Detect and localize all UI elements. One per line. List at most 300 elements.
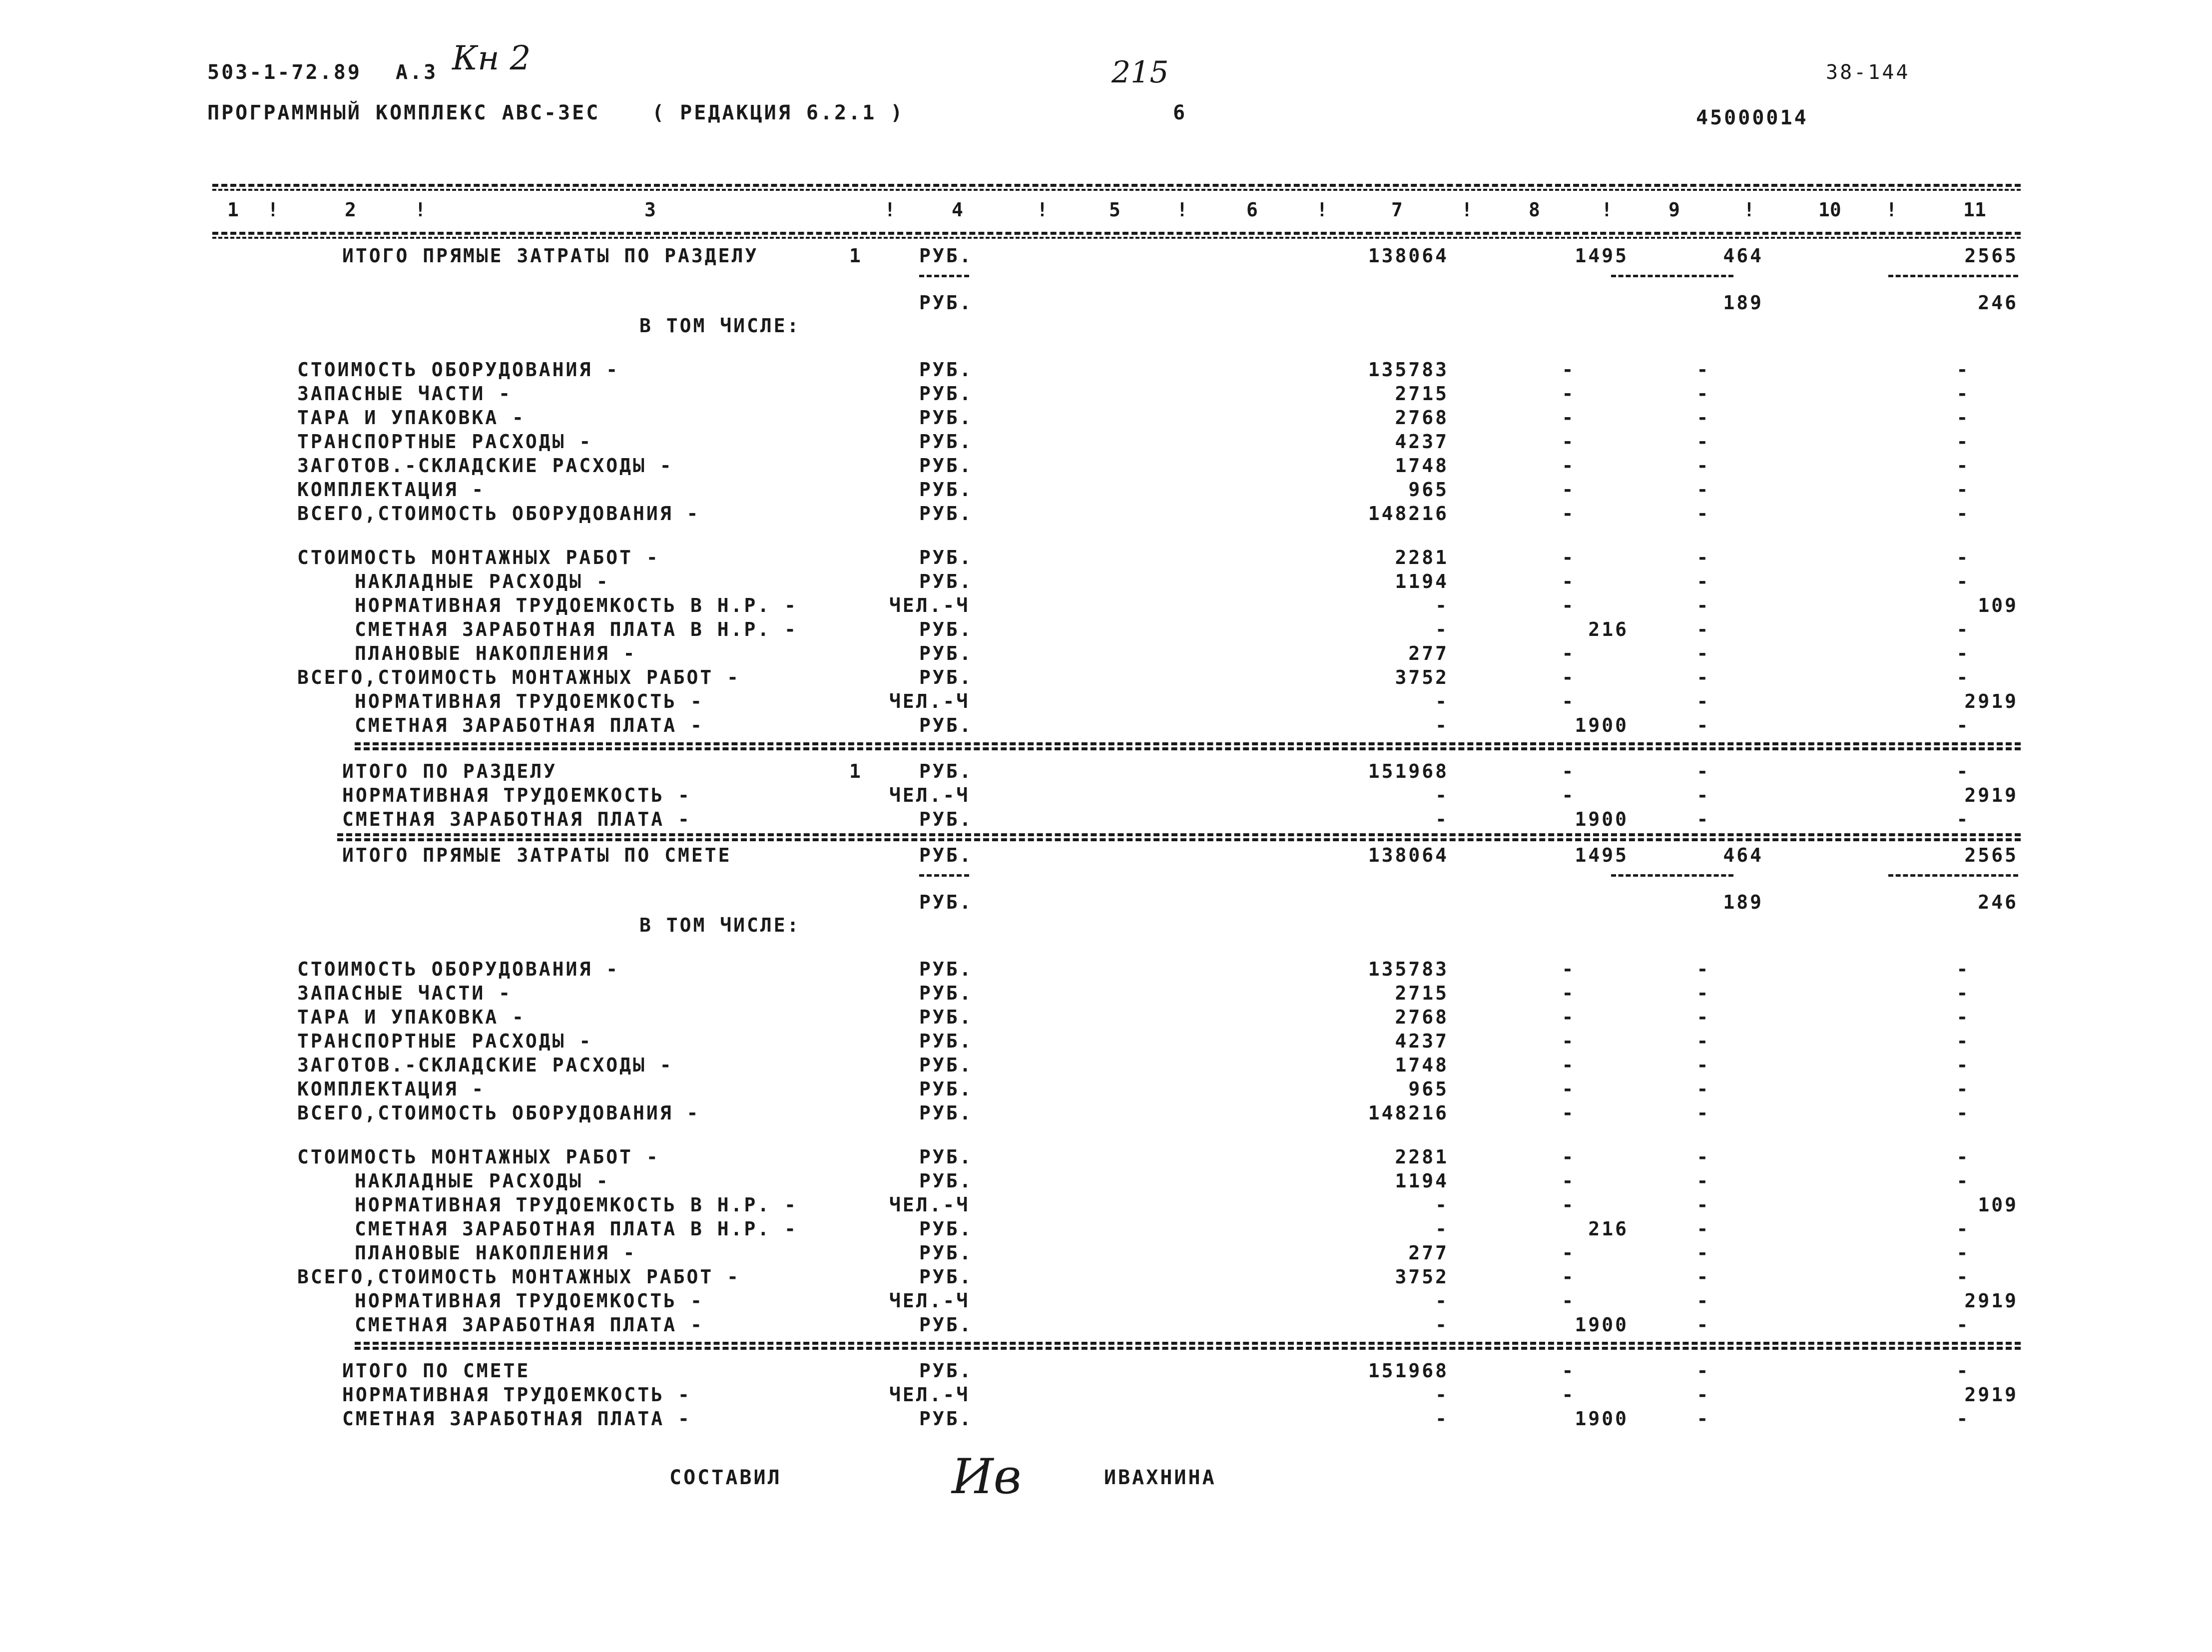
compiler-name: ИВАХНИНА <box>1104 1466 1216 1489</box>
row-label: НАКЛАДНЫЕ РАСХОДЫ - <box>355 1170 610 1192</box>
table-row <box>0 844 2212 868</box>
table-row <box>0 359 2212 383</box>
value-col-11: - <box>1956 1408 1970 1430</box>
value-col-7: 2281 <box>1395 547 1449 568</box>
unit-cell: РУБ. <box>919 844 973 866</box>
value-col-7: 1194 <box>1395 570 1449 592</box>
value-col-7: - <box>1435 714 1449 736</box>
value-col-9: - <box>1696 1360 1710 1382</box>
value-col-9: - <box>1696 1290 1710 1312</box>
value-col-8: - <box>1562 784 1576 806</box>
value-col-8: 1495 <box>1575 245 1629 267</box>
row-label: НОРМАТИВНАЯ ТРУДОЕМКОСТЬ - <box>342 784 691 806</box>
unit-cell: РУБ. <box>919 1242 973 1264</box>
value-col-11: - <box>1956 1078 1970 1100</box>
value-col-11: 2919 <box>1964 1384 2018 1406</box>
row-label: ПЛАНОВЫЕ НАКОПЛЕНИЯ - <box>355 1242 637 1264</box>
header-top-rule-2 <box>212 189 2021 191</box>
unit-cell: РУБ. <box>919 1006 973 1028</box>
unit-cell: РУБ. <box>919 1266 973 1288</box>
value-col-7: 2715 <box>1395 383 1449 405</box>
unit-cell: РУБ. <box>919 455 973 477</box>
value-col-8: - <box>1562 431 1576 453</box>
value-col-8: - <box>1562 1030 1576 1052</box>
value-col-11: 2919 <box>1964 784 2018 806</box>
value-col-11: - <box>1956 1030 1970 1052</box>
table-row <box>0 1384 2212 1408</box>
unit-cell: РУБ. <box>919 547 973 568</box>
column-number: 5 <box>1109 199 1120 221</box>
value-col-8: - <box>1562 594 1576 616</box>
unit-cell: РУБ. <box>919 666 973 688</box>
value-col-8: - <box>1562 359 1576 381</box>
value-col-8: - <box>1562 1078 1576 1100</box>
value-col-9: - <box>1696 407 1710 429</box>
column-separator: ! <box>1316 199 1328 221</box>
row-label: ТРАНСПОРТНЫЕ РАСХОДЫ - <box>297 1030 593 1052</box>
unit-cell: РУБ. <box>919 1360 973 1382</box>
value-col-7: 2768 <box>1395 407 1449 429</box>
value-col-8: - <box>1562 1146 1576 1168</box>
unit-cell: ЧЕЛ.-Ч <box>889 784 970 806</box>
value-col-7: 1194 <box>1395 1170 1449 1192</box>
column-number: 8 <box>1529 199 1540 221</box>
column-number: 4 <box>952 199 963 221</box>
unit-cell: РУБ. <box>919 982 973 1004</box>
value-col-8: - <box>1562 1006 1576 1028</box>
table-row <box>0 503 2212 527</box>
value-col-8: - <box>1562 1054 1576 1076</box>
value-col-7: - <box>1435 690 1449 712</box>
unit-cell: РУБ. <box>919 1146 973 1168</box>
unit-cell: РУБ. <box>919 292 973 314</box>
value-col-9: - <box>1696 503 1710 525</box>
table-row <box>0 1242 2212 1266</box>
row-label: ВСЕГО,СТОИМОСТЬ МОНТАЖНЫХ РАБОТ - <box>297 1266 740 1288</box>
section-total-rule-2 <box>337 838 2021 841</box>
section-subtotal-rule <box>355 742 2021 745</box>
value-col-7: 277 <box>1408 1242 1449 1264</box>
book-number: Кн 2 <box>452 39 531 77</box>
table-row <box>0 1170 2212 1194</box>
table-row <box>0 1102 2212 1126</box>
header-top-rule <box>212 184 2021 187</box>
value-col-9: 189 <box>1723 292 1763 314</box>
table-row <box>0 982 2212 1006</box>
table-row <box>0 714 2212 738</box>
value-col-11: 246 <box>1978 292 2018 314</box>
value-col-8: - <box>1562 455 1576 477</box>
col9-underline <box>1611 874 1733 877</box>
unit-cell: РУБ. <box>919 760 973 782</box>
table-row <box>0 455 2212 479</box>
value-col-9: - <box>1696 1266 1710 1288</box>
value-col-7: 3752 <box>1395 1266 1449 1288</box>
value-col-11: 2919 <box>1964 690 2018 712</box>
value-col-7: 135783 <box>1368 359 1449 381</box>
row-label: СМЕТНАЯ ЗАРАБОТНАЯ ПЛАТА В Н.Р. - <box>355 618 798 640</box>
table-row <box>0 1006 2212 1030</box>
table-row <box>0 808 2212 832</box>
unit-cell: РУБ. <box>919 479 973 501</box>
value-col-8: - <box>1562 958 1576 980</box>
table-row <box>0 1194 2212 1218</box>
value-col-9: - <box>1696 1242 1710 1264</box>
value-col-11: - <box>1956 714 1970 736</box>
value-col-7: - <box>1435 784 1449 806</box>
unit-cell: ЧЕЛ.-Ч <box>889 690 970 712</box>
handwritten-page-number: 215 <box>1111 55 1169 90</box>
row-label: КОМПЛЕКТАЦИЯ - <box>297 1078 486 1100</box>
row-label: СТОИМОСТЬ ОБОРУДОВАНИЯ - <box>297 359 620 381</box>
value-col-8: - <box>1562 1194 1576 1216</box>
column-number: 2 <box>345 199 356 221</box>
row-label: НАКЛАДНЫЕ РАСХОДЫ - <box>355 570 610 592</box>
column-number: 3 <box>644 199 656 221</box>
value-col-7: - <box>1435 618 1449 640</box>
unit-cell: РУБ. <box>919 503 973 525</box>
value-col-9: - <box>1696 1408 1710 1430</box>
row-label: КОМПЛЕКТАЦИЯ - <box>297 479 486 501</box>
table-row <box>0 690 2212 714</box>
value-col-11: - <box>1956 359 1970 381</box>
value-col-8: - <box>1562 407 1576 429</box>
value-col-11: 2565 <box>1964 844 2018 866</box>
column-number: 10 <box>1818 199 1841 221</box>
unit-cell: РУБ. <box>919 1314 973 1336</box>
row-label: ИТОГО ПО СМЕТЕ <box>342 1360 531 1382</box>
value-col-8: - <box>1562 690 1576 712</box>
value-col-7: 2715 <box>1395 982 1449 1004</box>
value-col-11: - <box>1956 982 1970 1004</box>
value-col-7: 4237 <box>1395 431 1449 453</box>
value-col-8: - <box>1562 760 1576 782</box>
signature: Ив <box>952 1449 1022 1505</box>
value-col-9: - <box>1696 431 1710 453</box>
column-separator: ! <box>1886 199 1897 221</box>
column-separator: ! <box>884 199 896 221</box>
header-bottom-rule <box>212 232 2021 235</box>
section-subtotal-rule-2 <box>355 747 2021 750</box>
estimate-subtotal-rule <box>355 1342 2021 1345</box>
value-col-8: - <box>1562 1290 1576 1312</box>
value-col-8: 1900 <box>1575 1314 1629 1336</box>
unit-cell: РУБ. <box>919 1170 973 1192</box>
value-col-11: - <box>1956 666 1970 688</box>
value-col-8: - <box>1562 479 1576 501</box>
value-col-9: - <box>1696 714 1710 736</box>
value-col-11: 2565 <box>1964 245 2018 267</box>
value-col-7: 965 <box>1408 1078 1449 1100</box>
unit-cell: РУБ. <box>919 570 973 592</box>
unit-cell: РУБ. <box>919 431 973 453</box>
unit-cell: РУБ. <box>919 642 973 664</box>
unit-underline <box>919 874 969 877</box>
value-col-7: 151968 <box>1368 760 1449 782</box>
value-col-7: 2768 <box>1395 1006 1449 1028</box>
header-bottom-rule-2 <box>212 237 2021 239</box>
value-col-8: - <box>1562 1266 1576 1288</box>
column-number: 9 <box>1668 199 1680 221</box>
value-col-8: - <box>1562 547 1576 568</box>
value-col-7: - <box>1435 1290 1449 1312</box>
row-label: ТАРА И УПАКОВКА - <box>297 407 526 429</box>
table-row <box>0 1078 2212 1102</box>
value-col-8: - <box>1562 982 1576 1004</box>
value-col-9: - <box>1696 1078 1710 1100</box>
row-label: СМЕТНАЯ ЗАРАБОТНАЯ ПЛАТА - <box>355 1314 704 1336</box>
value-col-9: 464 <box>1723 245 1763 267</box>
value-col-11: - <box>1956 1170 1970 1192</box>
row-label: НОРМАТИВНАЯ ТРУДОЕМКОСТЬ В Н.Р. - <box>355 594 798 616</box>
table-row <box>0 407 2212 431</box>
table-row <box>0 431 2212 455</box>
value-col-8: - <box>1562 666 1576 688</box>
table-row <box>0 1266 2212 1290</box>
page-number: 6 <box>1173 101 1187 124</box>
table-row <box>0 570 2212 594</box>
value-col-11: - <box>1956 618 1970 640</box>
unit-cell: РУБ. <box>919 891 973 913</box>
album-code: А.3 <box>396 61 438 84</box>
unit-cell: РУБ. <box>919 958 973 980</box>
column-number: 1 <box>227 199 239 221</box>
value-col-9: - <box>1696 1314 1710 1336</box>
table-row <box>0 784 2212 808</box>
column-separator: ! <box>267 199 279 221</box>
value-col-11: - <box>1956 570 1970 592</box>
value-col-8: 1900 <box>1575 1408 1629 1430</box>
value-col-11: - <box>1956 1102 1970 1124</box>
value-col-11: 109 <box>1978 594 2018 616</box>
value-col-11: - <box>1956 1146 1970 1168</box>
value-col-11: - <box>1956 1006 1970 1028</box>
value-col-8: 216 <box>1588 618 1629 640</box>
value-col-9: - <box>1696 1384 1710 1406</box>
table-row <box>0 292 2212 316</box>
value-col-8: 1495 <box>1575 844 1629 866</box>
table-row <box>0 245 2212 269</box>
row-label: НОРМАТИВНАЯ ТРУДОЕМКОСТЬ - <box>355 1290 704 1312</box>
value-col-11: - <box>1956 1242 1970 1264</box>
row-label: ЗАПАСНЫЕ ЧАСТИ - <box>297 383 513 405</box>
row-label: ТАРА И УПАКОВКА - <box>297 1006 526 1028</box>
column-number: 6 <box>1246 199 1258 221</box>
row-label: ВСЕГО,СТОИМОСТЬ ОБОРУДОВАНИЯ - <box>297 1102 700 1124</box>
value-col-7: 138064 <box>1368 844 1449 866</box>
table-row <box>0 1218 2212 1242</box>
value-col-11: - <box>1956 808 1970 830</box>
document-code: 45000014 <box>1696 106 1808 129</box>
row-label: ЗАГОТОВ.-СКЛАДСКИЕ РАСХОДЫ - <box>297 1054 673 1076</box>
value-col-11: - <box>1956 958 1970 980</box>
value-col-9: - <box>1696 570 1710 592</box>
value-col-9: 189 <box>1723 891 1763 913</box>
unit-cell: РУБ. <box>919 245 973 267</box>
value-col-8: - <box>1562 642 1576 664</box>
unit-underline <box>919 275 969 277</box>
value-col-11: - <box>1956 1314 1970 1336</box>
value-col-11: - <box>1956 503 1970 525</box>
column-separator: ! <box>1176 199 1188 221</box>
row-label: СМЕТНАЯ ЗАРАБОТНАЯ ПЛАТА В Н.Р. - <box>355 1218 798 1240</box>
row-label: ПЛАНОВЫЕ НАКОПЛЕНИЯ - <box>355 642 637 664</box>
table-row <box>0 1408 2212 1432</box>
value-col-9: - <box>1696 618 1710 640</box>
value-col-9: - <box>1696 1218 1710 1240</box>
unit-cell: РУБ. <box>919 1102 973 1124</box>
value-col-7: - <box>1435 808 1449 830</box>
unit-cell: РУБ. <box>919 714 973 736</box>
table-row <box>0 958 2212 982</box>
row-label: СМЕТНАЯ ЗАРАБОТНАЯ ПЛАТА - <box>355 714 704 736</box>
column-separator: ! <box>1037 199 1048 221</box>
col9-underline <box>1611 275 1733 277</box>
value-col-7: - <box>1435 594 1449 616</box>
unit-cell: ЧЕЛ.-Ч <box>889 1290 970 1312</box>
value-col-7: 151968 <box>1368 1360 1449 1382</box>
value-col-8: 1900 <box>1575 714 1629 736</box>
value-col-7: 3752 <box>1395 666 1449 688</box>
value-col-8: - <box>1562 1384 1576 1406</box>
table-row <box>0 1146 2212 1170</box>
value-col-7: 148216 <box>1368 503 1449 525</box>
row-label: В ТОМ ЧИСЛЕ: <box>639 315 801 337</box>
value-col-7: - <box>1435 1384 1449 1406</box>
value-col-9: - <box>1696 784 1710 806</box>
value-col-11: - <box>1956 547 1970 568</box>
value-col-7: 4237 <box>1395 1030 1449 1052</box>
row-label: ИТОГО ПРЯМЫЕ ЗАТРАТЫ ПО СМЕТЕ <box>342 844 732 866</box>
unit-cell: РУБ. <box>919 1054 973 1076</box>
col11-underline <box>1888 874 2018 877</box>
value-col-11: - <box>1956 407 1970 429</box>
column-number: 7 <box>1391 199 1403 221</box>
value-col-9: - <box>1696 808 1710 830</box>
unit-cell: РУБ. <box>919 1030 973 1052</box>
value-col-11: - <box>1956 431 1970 453</box>
unit-cell: РУБ. <box>919 407 973 429</box>
value-col-11: - <box>1956 1218 1970 1240</box>
column-separator: ! <box>1601 199 1613 221</box>
table-row <box>0 891 2212 915</box>
unit-cell: ЧЕЛ.-Ч <box>889 1384 970 1406</box>
estimate-subtotal-rule-2 <box>355 1347 2021 1350</box>
section-number: 1 <box>849 760 863 782</box>
value-col-8: - <box>1562 1360 1576 1382</box>
value-col-9: - <box>1696 594 1710 616</box>
value-col-9: - <box>1696 982 1710 1004</box>
value-col-8: - <box>1562 570 1576 592</box>
row-label: ТРАНСПОРТНЫЕ РАСХОДЫ - <box>297 431 593 453</box>
table-row <box>0 594 2212 618</box>
value-col-7: 148216 <box>1368 1102 1449 1124</box>
row-label: В ТОМ ЧИСЛЕ: <box>639 914 801 936</box>
unit-cell: РУБ. <box>919 1078 973 1100</box>
column-number: 11 <box>1963 199 1986 221</box>
table-row <box>0 760 2212 784</box>
row-label: СТОИМОСТЬ МОНТАЖНЫХ РАБОТ - <box>297 1146 660 1168</box>
row-label: НОРМАТИВНАЯ ТРУДОЕМКОСТЬ В Н.Р. - <box>355 1194 798 1216</box>
value-col-8: - <box>1562 1170 1576 1192</box>
value-col-7: 277 <box>1408 642 1449 664</box>
value-col-9: - <box>1696 547 1710 568</box>
value-col-9: - <box>1696 760 1710 782</box>
table-row <box>0 315 2212 339</box>
value-col-9: - <box>1696 642 1710 664</box>
value-col-9: - <box>1696 1146 1710 1168</box>
value-col-8: - <box>1562 383 1576 405</box>
table-row <box>0 383 2212 407</box>
value-col-11: 2919 <box>1964 1290 2018 1312</box>
compiled-by-label: СОСТАВИЛ <box>669 1466 782 1489</box>
value-col-11: - <box>1956 760 1970 782</box>
value-col-9: - <box>1696 359 1710 381</box>
row-label: СТОИМОСТЬ МОНТАЖНЫХ РАБОТ - <box>297 547 660 568</box>
value-col-11: - <box>1956 479 1970 501</box>
value-col-7: 138064 <box>1368 245 1449 267</box>
unit-cell: ЧЕЛ.-Ч <box>889 1194 970 1216</box>
section-number: 1 <box>849 245 863 267</box>
value-col-11: - <box>1956 1054 1970 1076</box>
row-label: ИТОГО ПРЯМЫЕ ЗАТРАТЫ ПО РАЗДЕЛУ <box>342 245 759 267</box>
value-col-8: - <box>1562 503 1576 525</box>
value-col-9: - <box>1696 1102 1710 1124</box>
value-col-11: 246 <box>1978 891 2018 913</box>
column-separator: ! <box>1461 199 1473 221</box>
table-row <box>0 666 2212 690</box>
section-total-rule <box>337 833 2021 836</box>
unit-cell: РУБ. <box>919 618 973 640</box>
table-row <box>0 479 2212 503</box>
value-col-9: - <box>1696 479 1710 501</box>
row-label: НОРМАТИВНАЯ ТРУДОЕМКОСТЬ - <box>342 1384 691 1406</box>
table-row <box>0 1360 2212 1384</box>
value-col-7: - <box>1435 1218 1449 1240</box>
unit-cell: РУБ. <box>919 1408 973 1430</box>
value-col-11: 109 <box>1978 1194 2018 1216</box>
row-label: НОРМАТИВНАЯ ТРУДОЕМКОСТЬ - <box>355 690 704 712</box>
value-col-8: - <box>1562 1102 1576 1124</box>
value-col-8: - <box>1562 1242 1576 1264</box>
value-col-9: - <box>1696 1170 1710 1192</box>
value-col-9: - <box>1696 1054 1710 1076</box>
value-col-11: - <box>1956 1360 1970 1382</box>
unit-cell: РУБ. <box>919 359 973 381</box>
value-col-9: - <box>1696 383 1710 405</box>
value-col-11: - <box>1956 383 1970 405</box>
row-label: ИТОГО ПО РАЗДЕЛУ <box>342 760 557 782</box>
row-label: ВСЕГО,СТОИМОСТЬ МОНТАЖНЫХ РАБОТ - <box>297 666 740 688</box>
value-col-8: 216 <box>1588 1218 1629 1240</box>
value-col-9: - <box>1696 1006 1710 1028</box>
table-row <box>0 1314 2212 1338</box>
unit-cell: РУБ. <box>919 1218 973 1240</box>
doc-code: 503-1-72.89 <box>207 61 362 84</box>
value-col-7: 135783 <box>1368 958 1449 980</box>
value-col-7: 965 <box>1408 479 1449 501</box>
row-label: ЗАГОТОВ.-СКЛАДСКИЕ РАСХОДЫ - <box>297 455 673 477</box>
column-separator: ! <box>415 199 426 221</box>
value-col-7: - <box>1435 1314 1449 1336</box>
program-title: ПРОГРАММНЫЙ КОМПЛЕКС АВС-3ЕС <box>207 101 600 124</box>
value-col-9: - <box>1696 666 1710 688</box>
value-col-9: - <box>1696 1030 1710 1052</box>
value-col-7: - <box>1435 1194 1449 1216</box>
table-row <box>0 547 2212 570</box>
table-row <box>0 914 2212 938</box>
value-col-9: - <box>1696 1194 1710 1216</box>
